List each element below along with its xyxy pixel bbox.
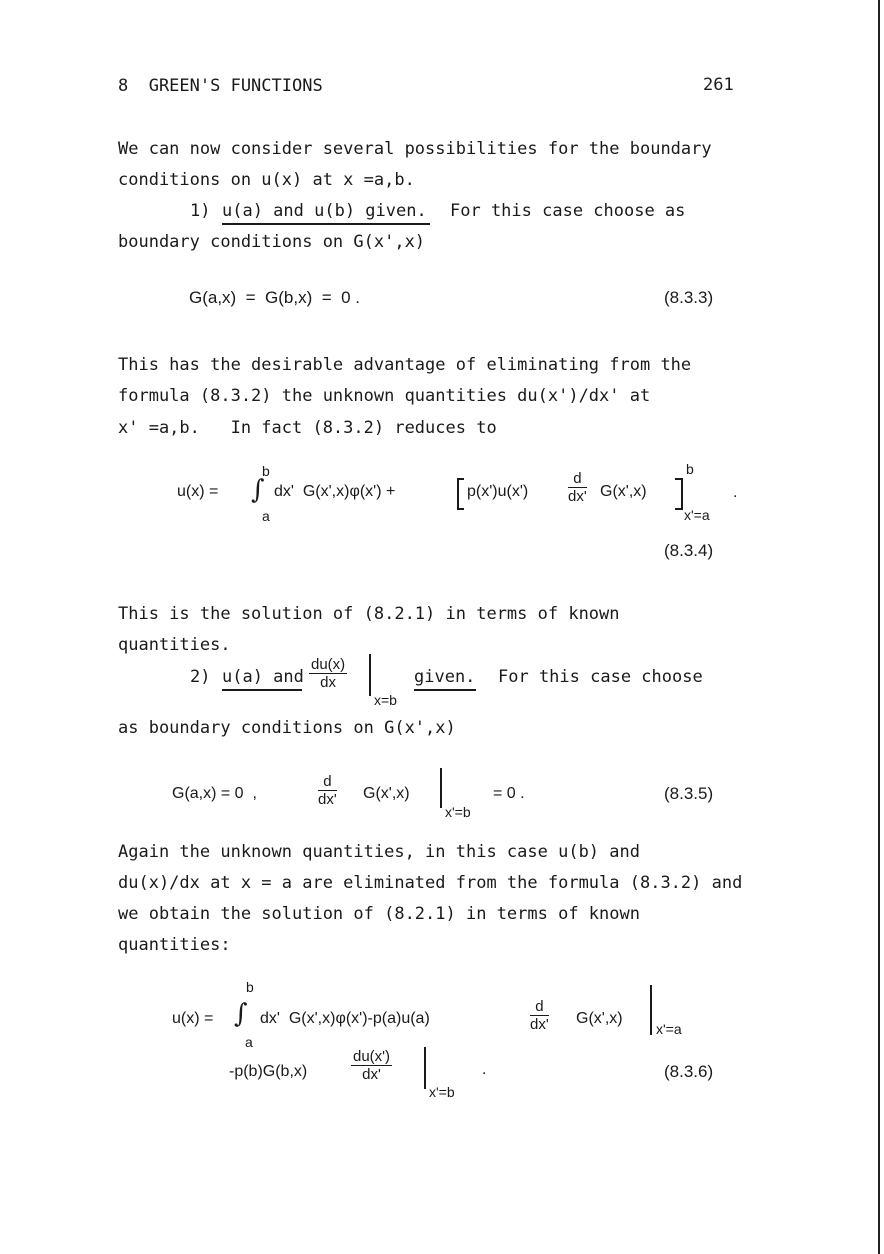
paragraph-line: This has the desirable advantage of eliminating from the xyxy=(118,355,692,375)
eq-body: G(x',x) xyxy=(576,1010,623,1027)
case-title-underline xyxy=(222,689,302,691)
paragraph-line: as boundary conditions on G(x',x) xyxy=(118,718,456,738)
eval-upper: b xyxy=(686,461,694,477)
paragraph-line: boundary conditions on G(x',x) xyxy=(118,232,426,252)
case-number: 2) xyxy=(190,667,211,687)
page-number: 261 xyxy=(703,75,734,95)
page-edge-line xyxy=(878,0,880,1254)
derivative-fraction xyxy=(318,774,337,807)
bracket-body: G(x',x) xyxy=(600,483,647,500)
eval-lower: x'=a xyxy=(684,507,710,523)
bracket-left xyxy=(457,478,459,510)
integral-lower-limit: a xyxy=(245,1034,253,1050)
paragraph-line: formula (8.3.2) the unknown quantities du(x')/dx' at xyxy=(118,386,651,406)
evaluation-bar xyxy=(424,1047,426,1089)
fraction-denominator: dx' xyxy=(318,791,337,808)
paragraph-line: Again the unknown quantities, in this case u(b) and xyxy=(118,842,640,862)
bracket-right-top xyxy=(675,478,682,480)
eq-right: = 0 . xyxy=(493,785,525,802)
fraction-numerator: du(x') xyxy=(353,1048,391,1065)
equation-label: (8.3.3) xyxy=(664,288,714,307)
evaluation-subscript: x'=b xyxy=(445,804,471,820)
paragraph-line: du(x)/dx at x = a are eliminated from the formula (8.3.2) and xyxy=(118,873,743,893)
fraction-numerator: d xyxy=(530,999,549,1016)
fraction-numerator: du(x) xyxy=(311,656,346,673)
fraction-numerator: d xyxy=(568,471,587,488)
equation-label: (8.3.4) xyxy=(664,541,714,560)
eq-left: G(a,x) = 0 , xyxy=(172,785,257,802)
paragraph-line: we obtain the solution of (8.2.1) in terms of known xyxy=(118,904,640,924)
paragraph-line: quantities: xyxy=(118,935,231,955)
eq-lhs: u(x) = xyxy=(172,1010,214,1027)
bracket-right-bottom xyxy=(675,508,682,510)
case-title: u(a) and u(b) given. xyxy=(222,201,427,221)
evaluation-bar xyxy=(650,985,652,1035)
evaluation-subscript: x=b xyxy=(374,692,397,708)
equation-8-3-3: G(a,x) = G(b,x) = 0 . xyxy=(189,288,360,307)
integral-upper-limit: b xyxy=(262,463,270,479)
derivative-fraction xyxy=(351,1049,392,1082)
case-text: For this case choose as xyxy=(450,201,686,221)
integral-sign: ∫ xyxy=(251,475,265,505)
paragraph-line: quantities. xyxy=(118,635,231,655)
paragraph-line: This is the solution of (8.2.1) in terms of known xyxy=(118,604,620,624)
evaluation-bar xyxy=(369,654,371,696)
eq-body: G(x',x) xyxy=(363,785,410,802)
equation-label: (8.3.6) xyxy=(664,1062,714,1081)
eq-integrand: dx' G(x',x)φ(x') + xyxy=(274,483,396,500)
bracket-left-bottom xyxy=(457,508,464,510)
eq-period: . xyxy=(733,484,738,501)
case-title: u(a) and xyxy=(222,667,304,687)
integral-sign: ∫ xyxy=(234,999,248,1029)
case-title: given. xyxy=(414,667,476,687)
eq-integrand: dx' G(x',x)φ(x')-p(a)u(a) xyxy=(260,1010,430,1027)
case-number: 1) xyxy=(190,201,211,221)
eq-lhs: u(x) = xyxy=(177,483,219,500)
derivative-fraction xyxy=(530,999,549,1032)
eq-line-2: -p(b)G(b,x) xyxy=(229,1063,308,1080)
case-title-underline xyxy=(414,689,476,691)
bracket-right xyxy=(681,478,683,510)
fraction-denominator: dx' xyxy=(568,488,587,505)
integral-lower-limit: a xyxy=(262,508,270,524)
derivative-fraction xyxy=(568,471,587,504)
derivative-fraction xyxy=(309,657,347,690)
paragraph-line: x' =a,b. In fact (8.3.2) reduces to xyxy=(118,418,497,438)
evaluation-subscript: x'=a xyxy=(656,1021,682,1037)
integral-upper-limit: b xyxy=(246,979,254,995)
case-text: For this case choose xyxy=(498,667,703,687)
bracket-left-top xyxy=(457,478,464,480)
fraction-numerator: d xyxy=(318,774,337,791)
fraction-denominator: dx xyxy=(320,674,337,691)
paragraph-line: conditions on u(x) at x =a,b. xyxy=(118,170,415,190)
bracket-body: p(x')u(x') xyxy=(467,483,529,500)
case-title-underline xyxy=(222,223,430,225)
evaluation-subscript: x'=b xyxy=(429,1084,455,1100)
eq-period: . xyxy=(482,1061,487,1078)
fraction-denominator: dx' xyxy=(530,1016,549,1033)
running-header: 8 GREEN'S FUNCTIONS xyxy=(118,76,323,96)
evaluation-bar xyxy=(440,768,442,808)
equation-label: (8.3.5) xyxy=(664,784,714,803)
fraction-denominator: dx' xyxy=(362,1066,381,1083)
paragraph-line: We can now consider several possibilities for the boundary xyxy=(118,139,712,159)
